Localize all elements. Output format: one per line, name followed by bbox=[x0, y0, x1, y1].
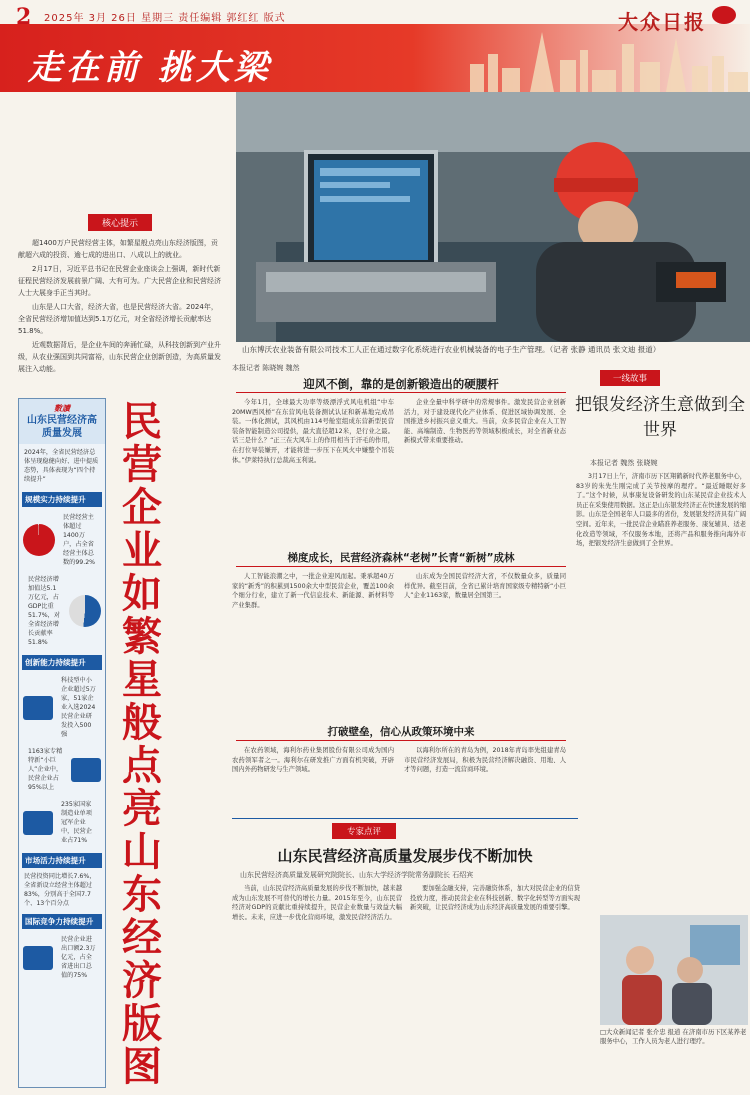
story-tag: 一线故事 bbox=[600, 370, 660, 386]
sidebar-figure bbox=[19, 796, 105, 849]
core-summary bbox=[0, 210, 236, 373]
series-title: 走在前 挑大梁 bbox=[28, 48, 272, 88]
vertical-headline-char: 东 bbox=[122, 871, 162, 918]
sidebar-text: 民营企业进出口额2.3万亿元，占全省进出口总值的75% bbox=[61, 936, 96, 979]
expert-paragraph: 当前，山东民营经济高质量发展的步伐不断加快，越来越成为山东发展不可替代的增长力量。2015年至今，山东民营经济对GDP的贡献比重持续提升，民营企业数量与效益大幅增长。未来，应进一步优化营商环境，激发民营经济活力。 bbox=[232, 885, 402, 921]
divider bbox=[236, 740, 566, 741]
vertical-headline-char: 经 bbox=[122, 914, 162, 961]
article-byline: 本报记者 陈晓婉 魏然 bbox=[232, 364, 300, 372]
donut-chart-icon bbox=[69, 595, 101, 627]
sidebar-figure bbox=[19, 931, 105, 984]
vertical-headline-char: 版 bbox=[122, 1000, 162, 1047]
core-tag: 核心提示 bbox=[88, 214, 152, 231]
article-subheading: 打破壁垒，信心从政策环境中来 bbox=[327, 726, 475, 738]
photo-caption: 山东博沃农业装备有限公司技术工人正在通过数字化系统进行农业机械装备的电子生产管理。（记者 张静 通讯员 张文迪 报道） bbox=[242, 345, 661, 354]
article-paragraph: 今年1月，全球最大功率等级漂浮式风电机组“中车20MW西风桥”在东营风电装备测试认证和新基地完成吊装。一体化测试，其风机由114号舱室组成东营新型民营装备智能制造公司提供，最大直径超12米，是行业之最。话三是什么？“正三在大风车上的作用相当于汗毛的作用，在打位导装嫌开，才能将进一步压下在风火中嫌整个吊装体。”伊莱特执行总裁高玉利说。 bbox=[232, 399, 394, 464]
vertical-headline-char: 如 bbox=[122, 570, 162, 617]
sidebar-section-heading: 创新能力持续提升 bbox=[22, 655, 102, 670]
factory-photo-illustration bbox=[236, 92, 750, 342]
donut-chart-icon bbox=[23, 524, 55, 556]
article-column bbox=[404, 572, 566, 720]
vertical-headline-char: 般 bbox=[122, 699, 162, 746]
sidebar-text: 科技型中小企业超过5万家，51家企业入选2024民营企业研发投入500强 bbox=[61, 677, 96, 738]
core-paragraph: 山东是人口大省，经济大省，也是民营经济大省。2024年，全省民营经济增加值达到5.1万亿元，对全省经济增长贡献率达51.8%。 bbox=[18, 303, 218, 335]
divider bbox=[236, 566, 566, 567]
core-paragraph: 近观数据背后，是企业车间的奔涌忙碌，从科技创新到产业升级，从农业强国到共同富裕，山东民营企业创新创造，为高质量发展注入动能。 bbox=[18, 341, 221, 373]
article-paragraph: 山东成为全国民营经济大省，不仅数量众多，质量同样优异。截至目前，全省已累计培育国家级专精特新“小巨人”企业1163家，数量居全国第三。 bbox=[404, 573, 566, 600]
vertical-headline bbox=[112, 400, 172, 1090]
sidebar-text: 民营经济增加值达5.1万亿元，占GDP比重51.7%，对全省经济增长贡献率51.8% bbox=[28, 576, 61, 646]
sidebar-intro: 2024年，全省民营经济总体呈现稳健向好、进中提质态势，具体表现为“四个持续提升” bbox=[24, 449, 99, 483]
article-paragraph: 以海利尔所在的青岛为例，2018年青岛率先组建青岛市民营经济发展局，积极为民营经济解决融资、用地、人才等问题，打造一流营商环境。 bbox=[404, 747, 566, 774]
vertical-headline-char: 山 bbox=[122, 828, 162, 875]
enterprise-icon bbox=[23, 696, 53, 720]
core-paragraph: 超1400万户民营经营主体，如繁星般点亮山东经济版图，贡献超六成的投资、逾七成的进出口、八成以上的就业。 bbox=[18, 239, 218, 259]
sidebar-figure bbox=[19, 743, 105, 796]
award-icon bbox=[71, 758, 101, 782]
story-byline: 本报记者 魏然 张晓婉 bbox=[590, 459, 658, 467]
sidebar-text: 民营经营主体超过1400万户，占全省经营主体总数的99.2% bbox=[63, 514, 96, 566]
story-column bbox=[576, 472, 746, 904]
expert-tag: 专家点评 bbox=[332, 823, 396, 839]
divider bbox=[232, 818, 578, 819]
sidebar-figure bbox=[19, 571, 105, 651]
article-paragraph: 企业全量中科学研中的常规事件。激发民营企业创新活力，对于建设现代化产业体系、促进区域协调发展、全国推进乡村振兴意义重大。当前，众多民营企业在人工智能、高端制造、生物医药等领域积极成长，对全省新业态新模式带来重要推动。 bbox=[404, 399, 566, 445]
sidebar-header bbox=[19, 399, 105, 444]
vertical-headline-char: 星 bbox=[122, 656, 162, 703]
sidebar-kicker: 數讀 bbox=[54, 404, 70, 413]
article-paragraph: 在农药领域，海利尔药业集团股份有限公司成为国内农药领军者之一。海利尔在研发推广方面有机突破，开辟国内外药物研发与生产领域。 bbox=[232, 747, 394, 774]
article-column bbox=[404, 398, 566, 546]
page-number: 2 bbox=[16, 4, 32, 30]
vertical-headline-char: 点 bbox=[122, 742, 162, 789]
expert-byline: 山东民营经济高质量发展研究院院长、山东大学经济学院常务副院长 石绍宾 bbox=[240, 871, 474, 879]
skyline-icon bbox=[450, 24, 750, 92]
expert-paragraph: 要加强金融支持，完善融资体系，加大对民营企业的信贷投放力度，推动民营企业在科技创新、数字化转型等方面实现新突破，让民营经济成为山东经济高质量发展的重要引擎。 bbox=[410, 885, 580, 912]
sidebar-section-heading: 国际竞争力持续提升 bbox=[22, 914, 102, 929]
vertical-headline-char: 企 bbox=[122, 484, 162, 531]
story-paragraph: 3月17日上午，济南市历下区翔鹤新时代养老服务中心，83岁的朱先生刚完成了关节按摩的理疗。“最近睡眠好多了。”这个时候，从事康复设备研发的山东某民营企业技术人员正在采集使用数据。这正是山东银发经济正在快速发展的缩影。山东是全国老年人口最多的省份，发展银发经济具有广阔空间。近年来，一批民营企业瞄准养老服务、康复辅具、适老化改造等领域，不仅服务本地，还将产品和服务推向海外市场，把银发经济生意做到了全世界。 bbox=[576, 473, 746, 548]
vertical-headline-char: 亮 bbox=[122, 785, 162, 832]
care-photo-caption: □大众新闻记者 张介忠 报道 在济南市历下区某养老服务中心，工作人员为老人进行理疗。 bbox=[600, 1028, 747, 1045]
meta-line: 2025年 3月 26日 星期三 责任编辑 郭红红 版式 bbox=[44, 13, 286, 24]
article-headline: 迎风不倒，靠的是创新锻造出的硬腰杆 bbox=[303, 377, 499, 391]
masthead bbox=[0, 0, 750, 92]
article-column bbox=[232, 572, 394, 720]
vertical-headline-char: 济 bbox=[122, 957, 162, 1004]
divider bbox=[236, 392, 566, 393]
vertical-headline-char: 图 bbox=[122, 1043, 162, 1090]
sidebar-section-heading: 市场活力持续提升 bbox=[22, 853, 102, 868]
care-photo-illustration bbox=[600, 915, 748, 1025]
sidebar-section-heading: 规模实力持续提升 bbox=[22, 492, 102, 507]
sidebar-figure bbox=[19, 509, 105, 571]
data-sidebar bbox=[18, 398, 106, 1088]
sidebar-text: 235家国家制造业单项冠军企业中，民营企业占71% bbox=[61, 801, 92, 844]
vertical-headline-char: 营 bbox=[122, 441, 162, 488]
factory-photo bbox=[236, 92, 750, 342]
brand-logo-icon bbox=[712, 6, 736, 24]
expert-title: 山东民营经济高质量发展步伐不断加快 bbox=[277, 847, 533, 865]
core-paragraph: 2月17日，习近平总书记在民营企业座谈会上强调，新时代新征程民营经济发展前景广阔、大有可为。广大民营企业和民营经济人士大展身手正当其时。 bbox=[18, 265, 221, 297]
expert-column bbox=[410, 884, 580, 1089]
article-column bbox=[232, 746, 394, 818]
cargo-ship-icon bbox=[23, 946, 53, 970]
article-column bbox=[404, 746, 566, 818]
sidebar-text: 民营投资同比增长7.6%，全省新设立经营主体超过83%，分别高于全国7.7个、13个百分点 bbox=[24, 873, 96, 907]
article-paragraph: 人工智能浪潮之中，一批企业迎风而起。秉承超40万家的“新秀”的积累到1500余大中型民营企业，覆盖100余个细分行业，建立了新一代信息技术、新能源、新材料等产业集群。 bbox=[232, 573, 394, 609]
article-column bbox=[232, 398, 394, 546]
care-photo bbox=[600, 915, 748, 1025]
story-title: 把银发经济生意做到全世界 bbox=[575, 395, 745, 440]
vertical-headline-char: 繁 bbox=[122, 613, 162, 660]
sidebar-figure bbox=[19, 672, 105, 743]
vertical-headline-char: 民 bbox=[122, 398, 162, 445]
vertical-headline-char: 业 bbox=[122, 527, 162, 574]
brand-name: 大众日报 bbox=[618, 10, 706, 34]
factory-icon bbox=[23, 811, 53, 835]
expert-column bbox=[232, 884, 402, 1089]
sidebar-title: 山东民营经济高质量发展 bbox=[27, 415, 97, 439]
sidebar-text: 1163家专精特新“小巨人”企业中，民营企业占95%以上 bbox=[28, 748, 63, 791]
article-subheading: 梯度成长，民营经济森林“老树”长青“新树”成林 bbox=[287, 552, 515, 564]
